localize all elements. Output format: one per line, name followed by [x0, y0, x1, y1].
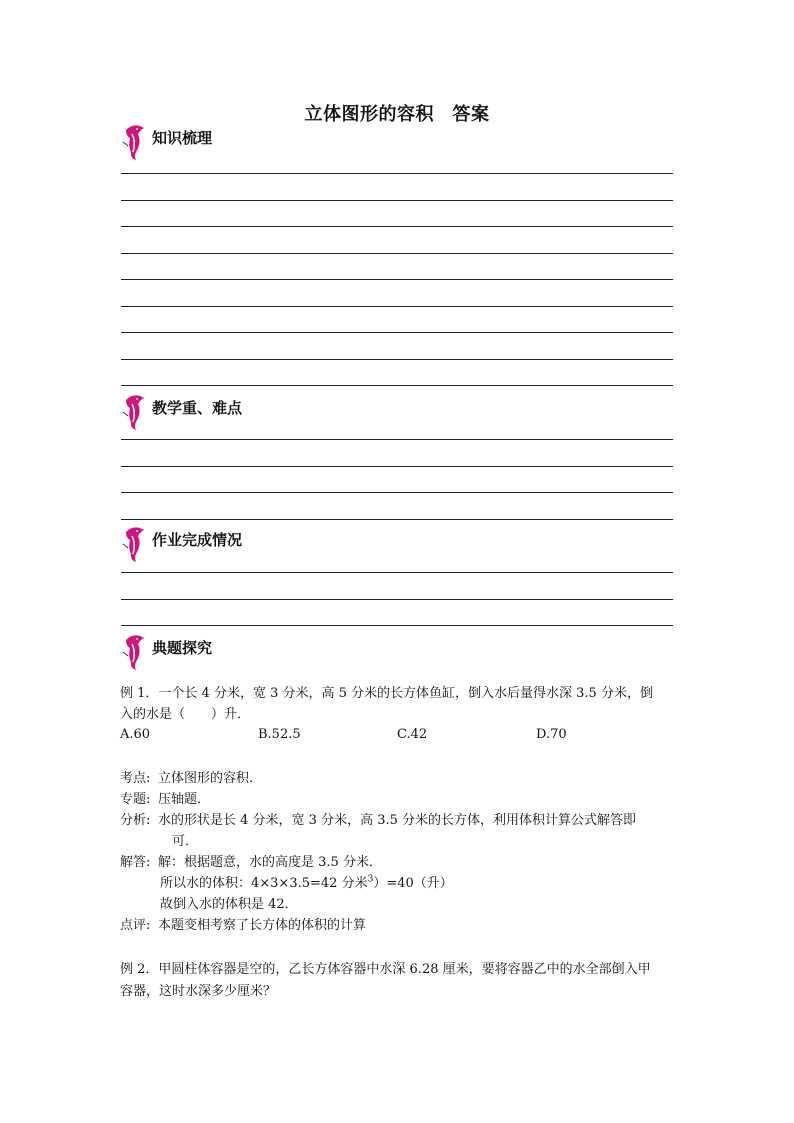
- section-title-homework: 作业完成情况: [152, 531, 243, 549]
- option-a: A.60: [120, 727, 151, 742]
- zhuanti-text: 压轴题．: [158, 792, 211, 807]
- fenxi-text-1: 水的形状是长 4 分米，宽 3 分米，高 3.5 分米的长方体，利用体积计算公式解答即: [158, 813, 637, 828]
- answer-line: [121, 306, 673, 307]
- answer-line: [121, 200, 673, 201]
- example2-question-line2: 容器，这时水深多少厘米？: [120, 984, 277, 999]
- jieda-text-2a: 所以水的体积：4×3×3.5=42 分米: [160, 876, 368, 891]
- section-header-examples: [120, 632, 212, 672]
- answer-line: [121, 253, 673, 254]
- kaodian-label: 考点:: [120, 771, 151, 786]
- option-b: B.52.5: [258, 727, 301, 742]
- jieda-text-3: 故倒入水的体积是 42．: [160, 897, 298, 912]
- section-title-examples: 典题探究: [152, 639, 213, 657]
- jieda-text-2b: ）=40（升）: [373, 876, 453, 891]
- answer-line: [121, 226, 673, 227]
- section-header-knowledge: [120, 122, 212, 162]
- option-d: D.70: [536, 727, 567, 742]
- example1-question-line2: 入的水是（ ）升．: [120, 707, 251, 722]
- section-title-knowledge: 知识梳理: [152, 129, 213, 147]
- page-title: 立体图形的容积 答案: [304, 104, 490, 125]
- jieda-label: 解答:: [120, 855, 151, 870]
- jieda-text-1: 解：根据题意，水的高度是 3.5 分米．: [158, 855, 382, 870]
- dianping-label: 点评:: [120, 918, 151, 933]
- answer-line: [121, 385, 673, 386]
- dolphin-icon: [120, 632, 148, 672]
- kaodian-text: 立体图形的容积．: [158, 771, 263, 786]
- example2-question-line1: 例 2．甲圆柱体容器是空的，乙长方体容器中水深 6.28 厘米，要将容器乙中的水全部倒入甲: [120, 962, 651, 977]
- answer-line: [121, 332, 673, 333]
- example1-question-line1: 例 1．一个长 4 分米，宽 3 分米，高 5 分米的长方体鱼缸，倒入水后量得水深 3.5 分米，倒: [120, 686, 653, 701]
- jieda-text-2: [160, 872, 453, 891]
- fenxi-label: 分析:: [120, 813, 151, 828]
- answer-line: [121, 492, 673, 493]
- answer-line: [121, 572, 673, 573]
- answer-line: [121, 359, 673, 360]
- dianping-text: 本题变相考察了长方体的体积的计算: [158, 918, 367, 933]
- dolphin-icon: [120, 392, 148, 432]
- section-header-homework: [120, 524, 242, 564]
- cube-superscript: 3: [367, 874, 374, 885]
- dolphin-icon: [120, 524, 148, 564]
- fenxi-text-2: 可．: [172, 834, 199, 849]
- answer-line: [121, 279, 673, 280]
- answer-line: [121, 625, 673, 626]
- dolphin-icon: [120, 122, 148, 162]
- section-header-key-points: [120, 392, 242, 432]
- section-title-key-points: 教学重、难点: [152, 399, 243, 417]
- answer-line: [121, 599, 673, 600]
- answer-line: [121, 173, 673, 174]
- zhuanti-label: 专题:: [120, 792, 151, 807]
- answer-line: [121, 466, 673, 467]
- answer-line: [121, 439, 673, 440]
- option-c: C.42: [397, 727, 428, 742]
- answer-line: [121, 519, 673, 520]
